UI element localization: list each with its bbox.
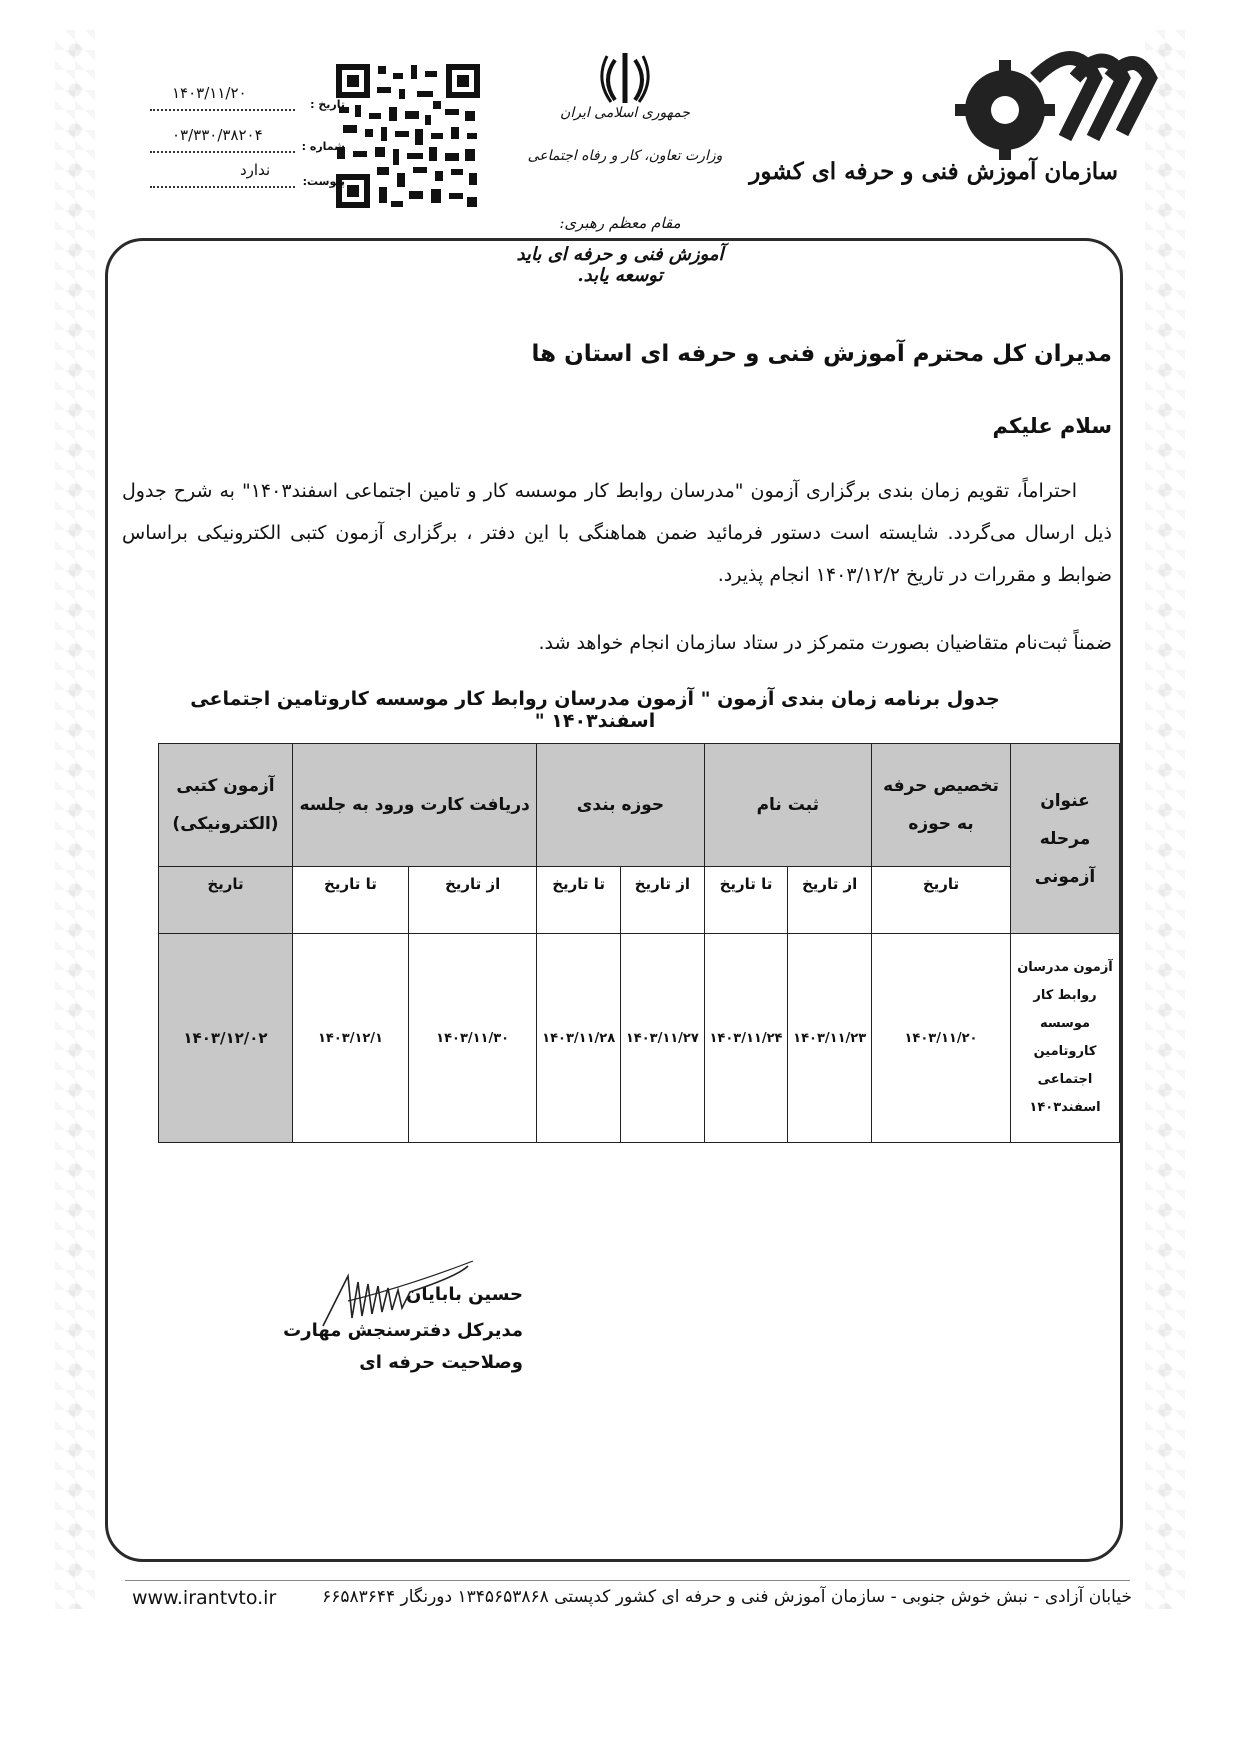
ministry-name: وزارت تعاون، کار و رفاه اجتماعی bbox=[527, 148, 723, 164]
qr-code bbox=[333, 61, 483, 211]
header-zoning: حوزه بندی bbox=[537, 744, 704, 867]
cell-card-to: ۱۴۰۳/۱۲/۱ bbox=[293, 934, 409, 1143]
cell-stage-name: آزمون مدرسان روابط کار موسسه کاروتامین اجتماعی اسفند۱۴۰۳ bbox=[1011, 934, 1120, 1143]
cell-zoning-from: ۱۴۰۳/۱۱/۲۷ bbox=[620, 934, 704, 1143]
right-border-pattern bbox=[1145, 30, 1185, 1609]
header-allocation: تخصیص حرفه به حوزه bbox=[872, 744, 1011, 867]
cell-card-from: ۱۴۰۳/۱۱/۳۰ bbox=[408, 934, 536, 1143]
cell-zoning-to: ۱۴۰۳/۱۱/۲۸ bbox=[537, 934, 621, 1143]
date-value: ۱۴۰۳/۱۱/۲۰ bbox=[172, 84, 247, 102]
subheader-exam-date: تاریخ bbox=[159, 867, 293, 934]
footer-divider bbox=[125, 1580, 1130, 1581]
org-name: سازمان آموزش فنی و حرفه ای کشور bbox=[749, 158, 1118, 185]
signer-name: حسین بابایان bbox=[405, 1284, 523, 1305]
date-label: تاریخ : bbox=[310, 98, 345, 111]
motto-line-1: مقام معظم رهبری: bbox=[559, 214, 681, 232]
number-value: ۰۳/۳۳۰/۳۸۲۰۴ bbox=[172, 126, 263, 144]
recipient-heading: مدیران کل محترم آموزش فنی و حرفه ای استان ها bbox=[531, 341, 1112, 367]
letter-paragraph-1 bbox=[122, 470, 1112, 596]
greeting: سلام علیکم bbox=[992, 414, 1112, 438]
cell-registration-to: ۱۴۰۳/۱۱/۲۴ bbox=[704, 934, 788, 1143]
paragraph-1-text: احتراماً، تقویم زمان بندی برگزاری آزمون "مدرسان روابط کار موسسه کار و تامین اجتماعی اسفند۱۴۰۳" به شرح جدول ذیل ارسال می‌گردد. شایسته است دستور فرمائید ضمن هماهنگی با این دفتر ، برگزاری آزمون کتبی الکترونیکی براساس ضوابط و مقررات در تاریخ ۱۴۰۳/۱۲/۲ انجام پذیرد. bbox=[122, 480, 1112, 586]
signer-title-1: مدیرکل دفترسنجش مهارت bbox=[283, 1320, 523, 1341]
header-entry-card: دریافت کارت ورود به جلسه bbox=[293, 744, 537, 867]
table-row bbox=[159, 934, 1120, 1143]
attachment-value: ندارد bbox=[240, 161, 271, 179]
header-registration: ثبت نام bbox=[704, 744, 871, 867]
paragraph-2-text: ضمناً ثبت‌نام متقاضیان بصورت متمرکز در ستاد سازمان انجام خواهد شد. bbox=[538, 632, 1112, 654]
signer-title-2: وصلاحیت حرفه ای bbox=[359, 1352, 523, 1373]
footer-address: خیابان آزادی - نبش خوش جنوبی - سازمان آموزش فنی و حرفه ای کشور کدپستی ۱۳۴۵۶۵۳۸۶۸ دورنگار ۶۶۵۸۳۶۴۴ bbox=[322, 1587, 1132, 1607]
table-subheader-row bbox=[159, 867, 1120, 934]
letter-paragraph-2 bbox=[122, 622, 1112, 664]
header-written-exam: آزمون کتبی (الکترونیکی) bbox=[159, 744, 293, 867]
attachment-label: پیوست: bbox=[302, 175, 345, 188]
motto-line-2: آموزش فنی و حرفه ای باید توسعه یابد. bbox=[516, 244, 724, 286]
subheader-allocation-date: تاریخ bbox=[872, 867, 1011, 934]
subheader-zoning-to: تا تاریخ bbox=[537, 867, 621, 934]
cell-exam-date: ۱۴۰۳/۱۲/۰۲ bbox=[159, 934, 293, 1143]
subheader-zoning-from: از تاریخ bbox=[620, 867, 704, 934]
table-title: جدول برنامه زمان بندی آزمون " آزمون مدرسان روابط کار موسسه کاروتامین اجتماعی اسفند۱۴۰۳ " bbox=[190, 688, 1000, 732]
number-label: شماره : bbox=[301, 140, 345, 153]
subheader-card-to: تا تاریخ bbox=[293, 867, 409, 934]
header-stage: عنوان مرحله آزمونی bbox=[1011, 744, 1120, 934]
footer-website[interactable]: www.irantvto.ir bbox=[132, 1587, 277, 1609]
schedule-table bbox=[158, 743, 1120, 1143]
handwritten-signature bbox=[318, 1256, 478, 1336]
subheader-registration-from: از تاریخ bbox=[788, 867, 872, 934]
subheader-card-from: از تاریخ bbox=[408, 867, 536, 934]
iran-emblem-icon bbox=[595, 48, 655, 108]
subheader-registration-to: تا تاریخ bbox=[704, 867, 788, 934]
cell-allocation-date: ۱۴۰۳/۱۱/۲۰ bbox=[872, 934, 1011, 1143]
republic-name: جمهوری اسلامی ایران bbox=[560, 105, 690, 121]
table-header-row bbox=[159, 744, 1120, 867]
cell-registration-from: ۱۴۰۳/۱۱/۲۳ bbox=[788, 934, 872, 1143]
left-border-pattern bbox=[55, 30, 95, 1609]
